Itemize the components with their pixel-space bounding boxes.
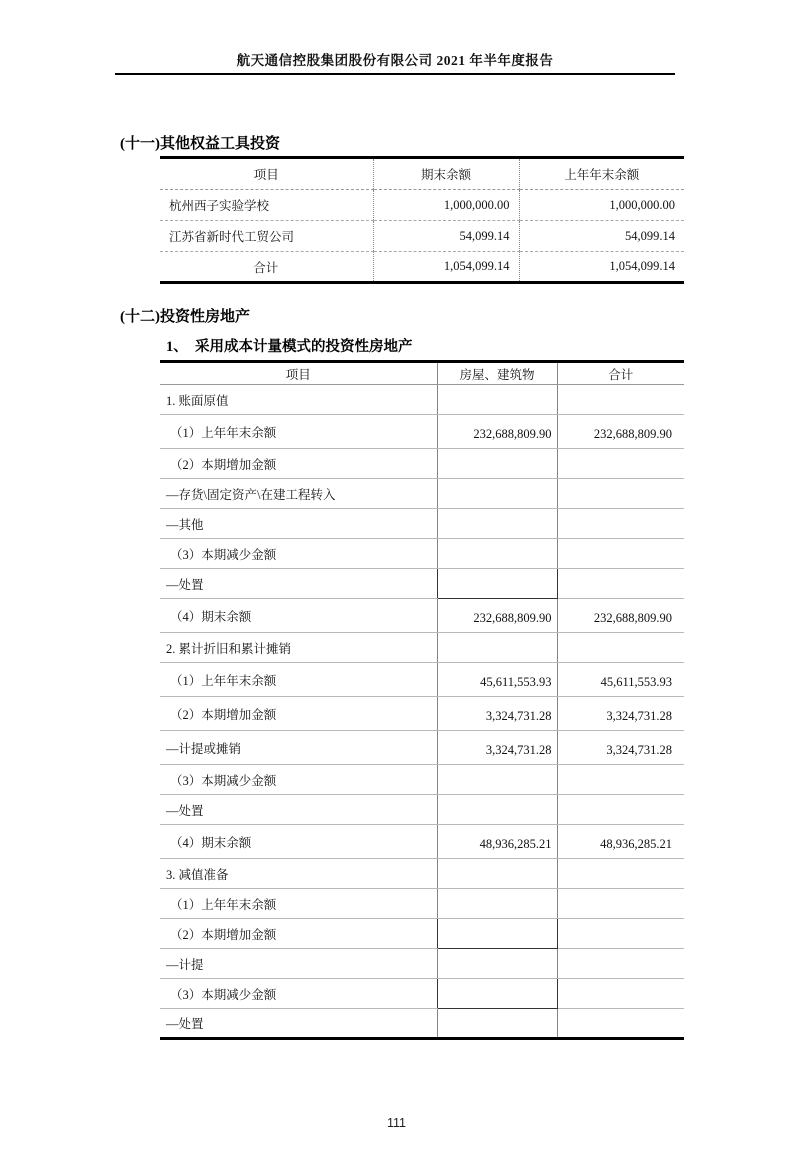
value-cell bbox=[557, 859, 684, 889]
value-cell bbox=[557, 479, 684, 509]
report-page bbox=[0, 49, 793, 1130]
column-header-total: 合计 bbox=[557, 362, 684, 385]
row-label-cell: （3）本期减少金额 bbox=[160, 539, 437, 569]
value-cell bbox=[437, 889, 557, 919]
table-row bbox=[160, 949, 684, 979]
value-cell bbox=[437, 1009, 557, 1039]
value-cell bbox=[557, 919, 684, 949]
value-cell bbox=[557, 509, 684, 539]
row-label-cell: 3. 减值准备 bbox=[160, 859, 437, 889]
table-row bbox=[160, 569, 684, 599]
value-cell bbox=[557, 949, 684, 979]
table-row bbox=[160, 252, 684, 283]
value-cell: 48,936,285.21 bbox=[557, 825, 684, 859]
value-cell bbox=[437, 795, 557, 825]
table-row bbox=[160, 221, 684, 252]
investment-property-table bbox=[160, 360, 684, 1040]
value-cell: 1,054,099.14 bbox=[519, 252, 684, 283]
value-cell bbox=[437, 765, 557, 795]
table-row bbox=[160, 795, 684, 825]
document-header bbox=[115, 49, 675, 75]
row-label-cell: —处置 bbox=[166, 1017, 204, 1031]
table-row bbox=[160, 731, 684, 765]
value-cell bbox=[437, 979, 557, 1009]
table-header-row bbox=[160, 158, 684, 190]
row-label-cell: （1）上年年末余额 bbox=[160, 415, 437, 449]
value-cell bbox=[557, 633, 684, 663]
row-label-cell: —计提或摊销 bbox=[160, 731, 437, 765]
equity-instruments-table-body bbox=[160, 190, 684, 283]
table-row bbox=[160, 663, 684, 697]
table-row bbox=[160, 825, 684, 859]
subsection-1-marker: 1、 bbox=[166, 339, 188, 355]
value-cell: 232,688,809.90 bbox=[557, 599, 684, 633]
value-cell: 232,688,809.90 bbox=[437, 415, 557, 449]
value-cell bbox=[557, 889, 684, 919]
page-footer bbox=[0, 1116, 793, 1130]
table-row bbox=[160, 919, 684, 949]
row-label-cell: 合计 bbox=[253, 260, 279, 275]
row-label-cell: —计提 bbox=[160, 949, 437, 979]
value-cell bbox=[437, 385, 557, 415]
value-cell bbox=[557, 795, 684, 825]
row-label-cell: —其他 bbox=[160, 509, 437, 539]
value-cell: 54,099.14 bbox=[519, 221, 684, 252]
value-cell bbox=[437, 449, 557, 479]
value-cell: 54,099.14 bbox=[373, 221, 519, 252]
table-row bbox=[160, 509, 684, 539]
table-row bbox=[160, 697, 684, 731]
row-label-cell: —处置 bbox=[160, 795, 437, 825]
value-cell bbox=[437, 633, 557, 663]
value-cell: 3,324,731.28 bbox=[557, 731, 684, 765]
value-cell bbox=[557, 385, 684, 415]
subsection-1-heading bbox=[166, 335, 793, 356]
row-label-cell: 江苏省新时代工贸公司 bbox=[160, 221, 373, 252]
column-header-prior-year-balance: 上年年末余额 bbox=[519, 158, 684, 190]
report-title: 航天通信控股集团股份有限公司 2021 年半年度报告 bbox=[236, 53, 554, 68]
value-cell bbox=[557, 979, 684, 1009]
column-header-buildings: 房屋、建筑物 bbox=[437, 362, 557, 385]
table-row bbox=[160, 633, 684, 663]
table-row bbox=[160, 765, 684, 795]
table-row bbox=[160, 859, 684, 889]
value-cell: 1,000,000.00 bbox=[519, 190, 684, 221]
section-12-marker: (十二) bbox=[120, 309, 160, 325]
value-cell: 45,611,553.93 bbox=[437, 663, 557, 697]
equity-instruments-table bbox=[160, 156, 684, 284]
table-row bbox=[160, 479, 684, 509]
table-row bbox=[160, 539, 684, 569]
value-cell: 45,611,553.93 bbox=[557, 663, 684, 697]
row-label-cell: （4）期末余额 bbox=[160, 825, 437, 859]
value-cell bbox=[437, 859, 557, 889]
value-cell bbox=[557, 539, 684, 569]
row-label-cell: （1）上年年末余额 bbox=[160, 663, 437, 697]
section-12-title: 投资性房地产 bbox=[160, 309, 251, 325]
table-row bbox=[160, 449, 684, 479]
row-label-cell: （4）期末余额 bbox=[160, 599, 437, 633]
section-11-heading bbox=[120, 132, 793, 153]
table-row bbox=[160, 190, 684, 221]
table-row bbox=[160, 979, 684, 1009]
page-number: 111 bbox=[386, 1116, 406, 1130]
column-header-ending-balance: 期末余额 bbox=[373, 158, 519, 190]
value-cell bbox=[437, 539, 557, 569]
value-cell bbox=[437, 569, 557, 599]
value-cell bbox=[557, 569, 684, 599]
table-row bbox=[160, 1009, 684, 1039]
row-label-cell: —处置 bbox=[160, 569, 437, 599]
value-cell bbox=[437, 509, 557, 539]
value-cell: 1,054,099.14 bbox=[373, 252, 519, 283]
value-cell bbox=[437, 919, 557, 949]
value-cell bbox=[437, 479, 557, 509]
value-cell bbox=[437, 949, 557, 979]
row-label-cell: （2）本期增加金额 bbox=[160, 697, 437, 731]
value-cell bbox=[557, 449, 684, 479]
section-11-title: 其他权益工具投资 bbox=[160, 136, 281, 152]
value-cell: 3,324,731.28 bbox=[437, 731, 557, 765]
table-row bbox=[160, 385, 684, 415]
value-cell: 3,324,731.28 bbox=[557, 697, 684, 731]
row-label-cell: 2. 累计折旧和累计摊销 bbox=[160, 633, 437, 663]
value-cell: 232,688,809.90 bbox=[557, 415, 684, 449]
column-header-item: 项目 bbox=[160, 362, 437, 385]
row-label-cell: 杭州西子实验学校 bbox=[160, 190, 373, 221]
row-label-cell: 1. 账面原值 bbox=[160, 385, 437, 415]
row-label-cell: （2）本期增加金额 bbox=[160, 449, 437, 479]
row-label-cell: （1）上年年末余额 bbox=[160, 889, 437, 919]
row-label-cell: —存货\固定资产\在建工程转入 bbox=[160, 479, 437, 509]
subsection-1-title: 采用成本计量模式的投资性房地产 bbox=[195, 339, 413, 355]
table-header-row bbox=[160, 362, 684, 385]
column-header-item: 项目 bbox=[160, 158, 373, 190]
section-11-marker: (十一) bbox=[120, 136, 160, 152]
table-row bbox=[160, 889, 684, 919]
row-label-cell: （3）本期减少金额 bbox=[160, 765, 437, 795]
value-cell: 1,000,000.00 bbox=[373, 190, 519, 221]
investment-property-table-body bbox=[160, 385, 684, 1039]
value-cell bbox=[557, 1009, 684, 1039]
value-cell bbox=[557, 765, 684, 795]
value-cell: 48,936,285.21 bbox=[437, 825, 557, 859]
value-cell: 232,688,809.90 bbox=[437, 599, 557, 633]
section-12-heading bbox=[120, 305, 793, 326]
table-row bbox=[160, 415, 684, 449]
row-label-cell: （3）本期减少金额 bbox=[160, 979, 437, 1009]
value-cell: 3,324,731.28 bbox=[437, 697, 557, 731]
table-row bbox=[160, 599, 684, 633]
row-label-cell: （2）本期增加金额 bbox=[160, 919, 437, 949]
